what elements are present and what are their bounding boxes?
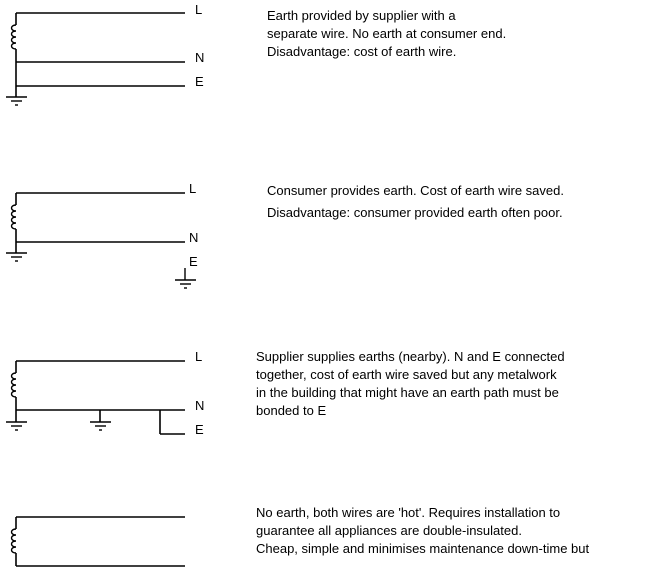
midpoint-ground-symbol — [90, 422, 111, 430]
diagram-supplier-separate-earth — [6, 2, 204, 105]
description-line: separate wire. No earth at consumer end. — [267, 26, 507, 41]
description-supplier-bonded-earth — [256, 348, 565, 420]
description-line: guarantee all appliances are double-insulated. — [256, 523, 522, 538]
description-consumer-earth — [267, 180, 564, 224]
description-line: Consumer provides earth. Cost of earth wire saved. — [267, 183, 564, 198]
label-n: N — [195, 50, 205, 65]
ground-symbol — [6, 97, 27, 105]
label-l: L — [195, 349, 203, 364]
label-e: E — [195, 422, 204, 437]
label-l: L — [189, 181, 197, 196]
description-line: No earth, both wires are 'hot'. Requires installation to — [256, 505, 561, 520]
description-line: Disadvantage: cost of earth wire. — [267, 44, 457, 59]
description-supplier-separate-earth — [267, 7, 506, 61]
diagram-consumer-earth — [6, 181, 198, 288]
description-line: Cheap, simple and minimises maintenance down-time but — [256, 541, 590, 556]
label-n: N — [189, 230, 199, 245]
diagram-supplier-bonded-earth — [6, 349, 204, 437]
description-line: Disadvantage: consumer provided earth often poor. — [267, 205, 563, 220]
label-n: N — [195, 398, 205, 413]
description-line: bonded to E — [256, 403, 327, 418]
transformer-coil — [12, 529, 17, 553]
ground-symbol — [6, 253, 27, 261]
diagram-no-earth — [12, 517, 186, 566]
description-line: in the building that might have an earth path must be — [256, 385, 559, 400]
ground-symbol — [6, 422, 27, 430]
label-e: E — [189, 254, 198, 269]
description-line: together, cost of earth wire saved but any metalwork — [256, 367, 557, 382]
description-no-earth — [256, 504, 589, 558]
transformer-coil — [12, 205, 17, 229]
label-l: L — [195, 2, 203, 17]
transformer-coil — [12, 25, 17, 49]
transformer-coil — [12, 373, 17, 397]
description-line: Earth provided by supplier with a — [267, 8, 456, 23]
description-line: Supplier supplies earths (nearby). N and E connected — [256, 349, 565, 364]
consumer-ground-symbol — [175, 268, 196, 288]
label-e: E — [195, 74, 204, 89]
